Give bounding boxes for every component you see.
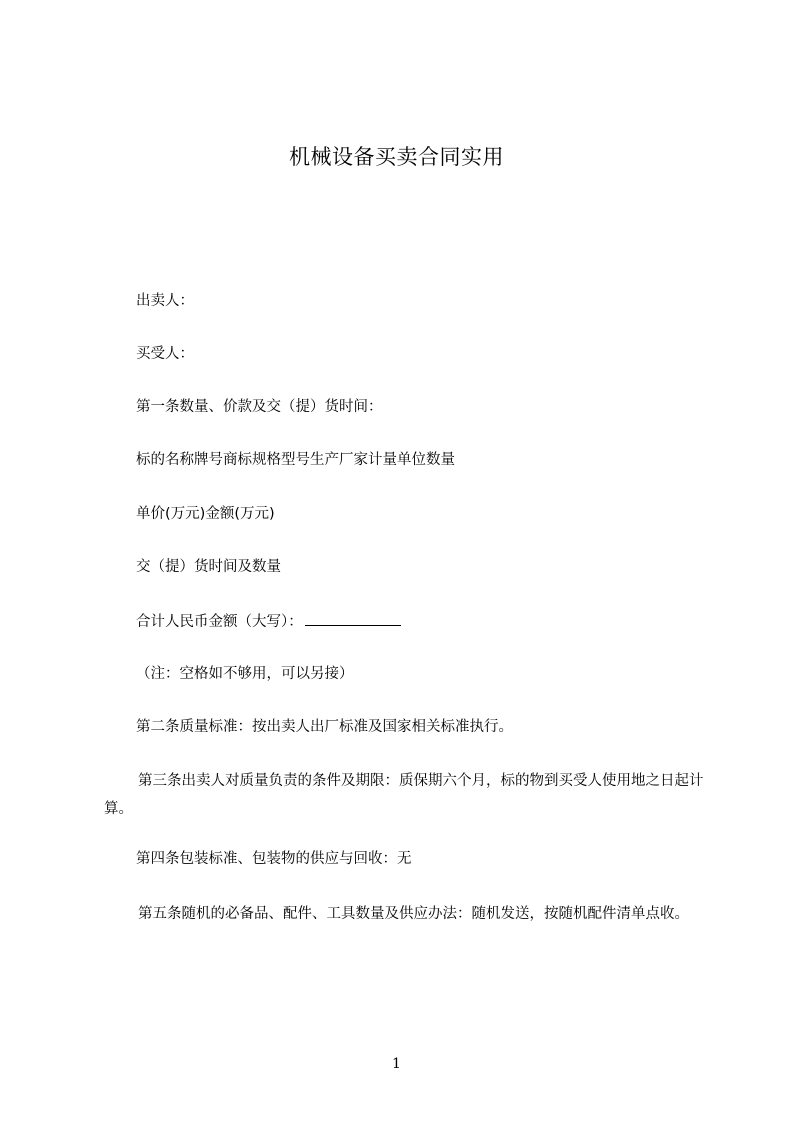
article-3: 第三条出卖人对质量负责的条件及期限：质保期六个月，标的物到买受人使用地之日起计算。 <box>104 773 704 817</box>
buyer-label: 买受人： <box>136 346 194 362</box>
total-amount-label: 合计人民币金额（大写）： <box>136 614 303 630</box>
delivery-columns: 交（提）货时间及数量 <box>136 559 281 575</box>
note-line: （注：空格如不够用，可以另接） <box>136 666 354 682</box>
article-1-heading: 第一条数量、价款及交（提）货时间： <box>136 399 383 415</box>
article-2: 第二条质量标准：按出卖人出厂标准及国家相关标准执行。 <box>136 719 513 735</box>
price-columns: 单价(万元)金额(万元) <box>136 506 275 522</box>
total-amount-line <box>136 611 401 632</box>
page-number: 1 <box>392 1056 401 1072</box>
seller-label: 出卖人： <box>136 293 194 309</box>
article-4: 第四条包装标准、包装物的供应与回收：无 <box>136 851 412 867</box>
document-title: 机械设备买卖合同实用 <box>289 145 504 169</box>
article-5: 第五条随机的必备品、配件、工具数量及供应办法：随机发送，按随机配件清单点收。 <box>138 906 689 922</box>
total-amount-blank <box>305 611 401 626</box>
goods-table-columns: 标的名称牌号商标规格型号生产厂家计量单位数量 <box>136 452 455 468</box>
